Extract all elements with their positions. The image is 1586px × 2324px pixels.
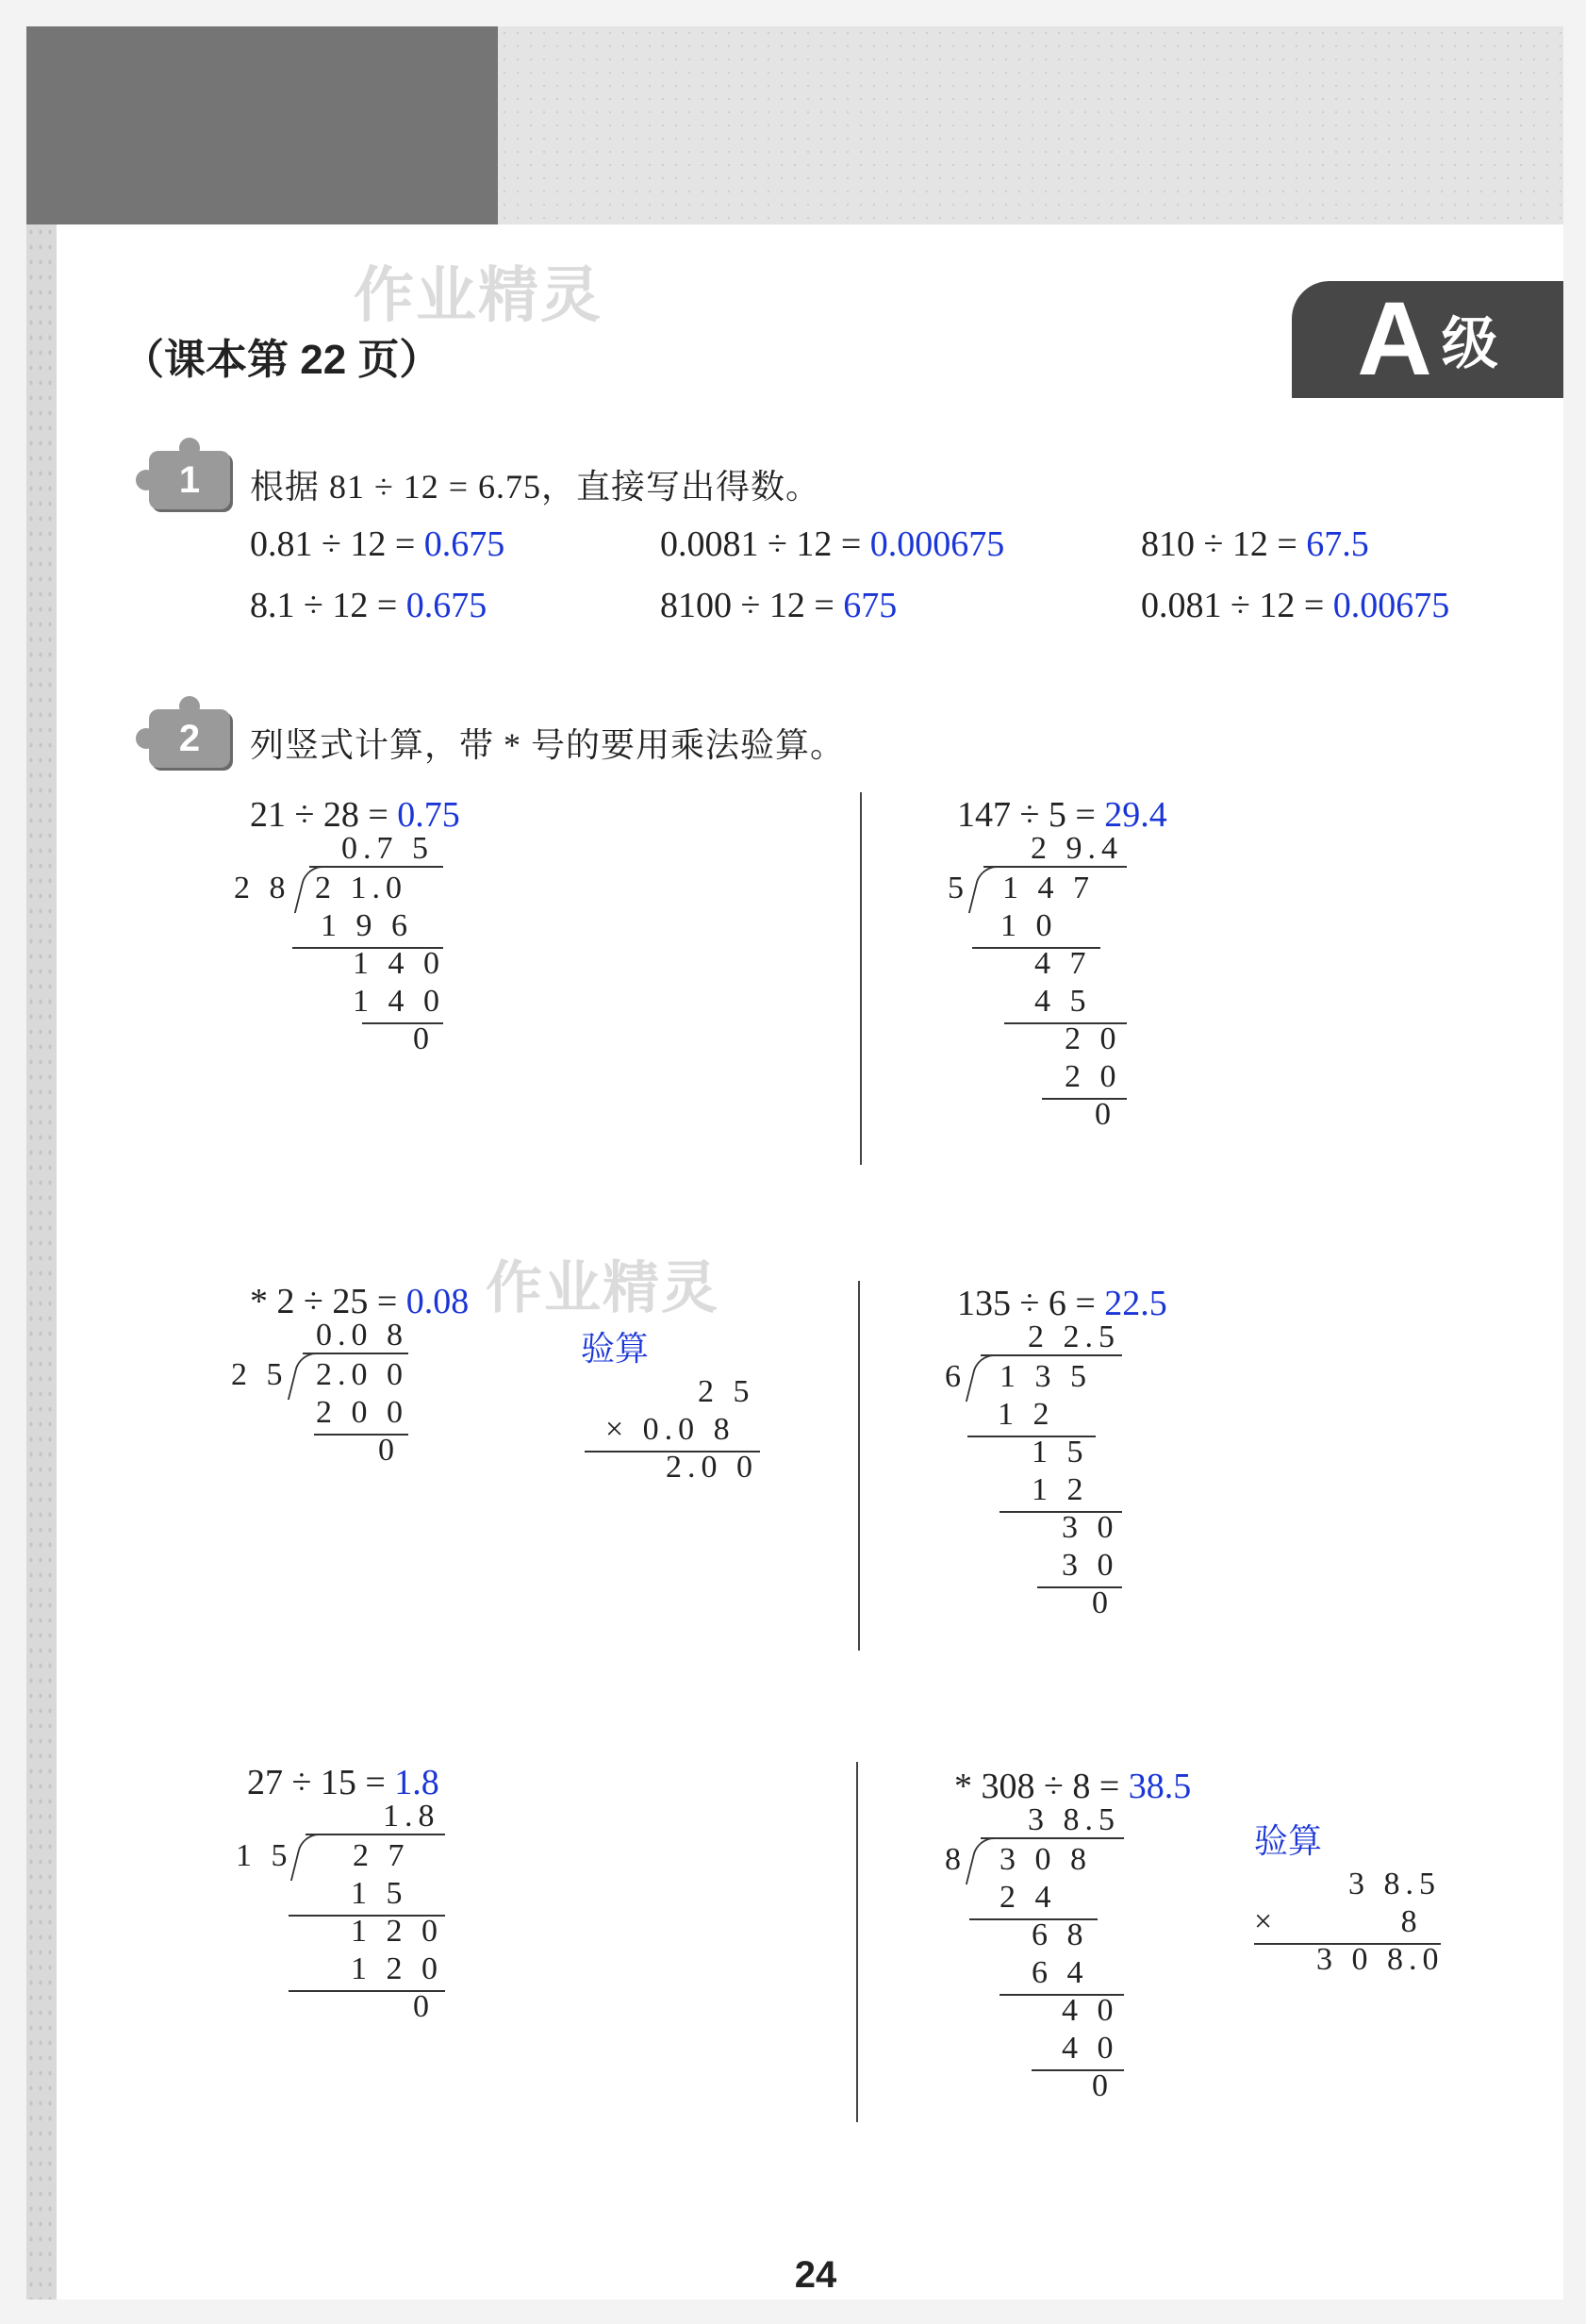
divisor: 5 — [948, 871, 969, 905]
step: 2 4 — [1000, 1880, 1057, 1915]
step: 0 — [1092, 1585, 1114, 1620]
step: 1 5 — [351, 1876, 408, 1911]
answer: 38.5 — [1128, 1767, 1192, 1806]
page-number: 24 — [794, 2254, 837, 2296]
step: 4 0 — [1062, 1993, 1119, 2028]
step: 6 4 — [1032, 1955, 1089, 1990]
answer: 29.4 — [1104, 795, 1167, 835]
answer: 0.675 — [405, 586, 487, 625]
step: 0 — [1095, 1097, 1116, 1132]
check-top: 2 5 — [698, 1374, 755, 1409]
quotient: 1.8 — [383, 1799, 440, 1834]
step: 1 2 — [1032, 1472, 1089, 1507]
check-result: 3 0 8.0 — [1316, 1942, 1445, 1977]
dividend: 2 7 — [353, 1838, 410, 1873]
answer: 0.675 — [423, 524, 505, 564]
quotient: 0.7 5 — [341, 831, 434, 866]
step: 4 5 — [1034, 984, 1092, 1019]
divisor: 2 5 — [231, 1357, 289, 1392]
q1-prompt: 根据 81 ÷ 12 = 6.75，直接写出得数。 — [250, 468, 821, 506]
left-margin-strip — [26, 224, 57, 2299]
check-title: 验算 — [1254, 1822, 1323, 1860]
check-title: 验算 — [581, 1330, 650, 1368]
check-top: 3 8.5 — [1348, 1867, 1441, 1901]
column-divider — [856, 1762, 858, 2122]
level-badge — [1292, 281, 1563, 398]
step: 1 5 — [1032, 1435, 1089, 1469]
answer: 0.75 — [397, 795, 460, 835]
q1-item: 8.1 ÷ 12 = 0.675 — [250, 586, 487, 625]
q2-prompt: 列竖式计算，带 * 号的要用乘法验算。 — [250, 726, 846, 764]
level-letter: A — [1357, 281, 1432, 397]
problem-equation: 147 ÷ 5 = 29.4 — [957, 795, 1167, 835]
step: 0 — [378, 1433, 400, 1468]
q1-item: 0.081 ÷ 12 = 0.00675 — [1141, 586, 1450, 625]
q1-item: 0.0081 ÷ 12 = 0.000675 — [660, 524, 1005, 564]
step: 2 0 — [1065, 1021, 1122, 1056]
quotient: 2 2.5 — [1028, 1320, 1120, 1354]
dividend: 2 1.0 — [315, 871, 407, 905]
lesson-title: （课本第 22 页） — [123, 337, 441, 383]
divisor: 6 — [945, 1359, 966, 1394]
step: 1 0 — [1000, 908, 1058, 943]
step: 0 — [1092, 2068, 1114, 2103]
quotient: 3 8.5 — [1028, 1802, 1120, 1837]
answer: 1.8 — [394, 1763, 439, 1802]
dividend: 3 0 8 — [1000, 1842, 1092, 1877]
level-suffix: 级 — [1441, 312, 1498, 375]
step: 4 0 — [1062, 2031, 1119, 2066]
step: 6 8 — [1032, 1917, 1089, 1952]
step: 4 7 — [1034, 946, 1092, 981]
problem-equation: * 308 ÷ 8 = 38.5 — [954, 1767, 1192, 1806]
puzzle-icon-1: 1 — [149, 451, 230, 509]
divisor: 1 5 — [236, 1838, 293, 1873]
quotient: 2 9.4 — [1031, 831, 1123, 866]
answer: 22.5 — [1104, 1284, 1167, 1323]
dividend: 1 3 5 — [1000, 1359, 1092, 1394]
step: 0 — [413, 1989, 435, 2024]
check-result: 2.0 0 — [666, 1450, 758, 1485]
dividend: 1 4 7 — [1002, 871, 1095, 905]
column-divider — [858, 1281, 860, 1651]
answer: 675 — [843, 586, 898, 625]
step: 1 2 — [998, 1397, 1055, 1432]
step: 1 9 6 — [321, 908, 413, 943]
q1-item: 8100 ÷ 12 = 675 — [660, 586, 898, 625]
q1-item: 0.81 ÷ 12 = 0.675 — [250, 524, 505, 564]
problem-equation: 27 ÷ 15 = 1.8 — [247, 1763, 439, 1802]
answer: 0.00675 — [1332, 586, 1450, 625]
step: 2 0 0 — [316, 1395, 408, 1430]
column-divider — [860, 792, 862, 1165]
answer: 0.000675 — [869, 524, 1005, 564]
step: 1 2 0 — [351, 1951, 443, 1986]
header-dark-band — [26, 26, 498, 224]
problem-equation: * 2 ÷ 25 = 0.08 — [250, 1282, 470, 1321]
problem-equation: 21 ÷ 28 = 0.75 — [250, 795, 460, 835]
check-bottom: × 8 — [1254, 1904, 1423, 1939]
problem-equation: 135 ÷ 6 = 22.5 — [957, 1284, 1167, 1323]
divisor: 8 — [945, 1842, 966, 1877]
quotient: 0.0 8 — [316, 1318, 408, 1353]
step: 3 0 — [1062, 1548, 1119, 1583]
dividend: 2.0 0 — [316, 1357, 408, 1392]
step: 1 4 0 — [353, 946, 445, 981]
puzzle-icon-2: 2 — [149, 709, 230, 768]
step: 2 0 — [1065, 1059, 1122, 1094]
step: 1 2 0 — [351, 1914, 443, 1949]
answer: 0.08 — [405, 1282, 470, 1321]
watermark: 作业精灵 — [354, 261, 603, 329]
header-dotted-band — [498, 26, 1563, 224]
check-bottom: × 0.0 8 — [605, 1412, 735, 1447]
step: 0 — [413, 1021, 435, 1056]
q1-item: 810 ÷ 12 = 67.5 — [1141, 524, 1369, 564]
watermark: 作业精灵 — [486, 1256, 719, 1320]
step: 3 0 — [1062, 1510, 1119, 1545]
answer: 67.5 — [1306, 524, 1369, 564]
step: 1 4 0 — [353, 984, 445, 1019]
divisor: 2 8 — [234, 871, 291, 905]
